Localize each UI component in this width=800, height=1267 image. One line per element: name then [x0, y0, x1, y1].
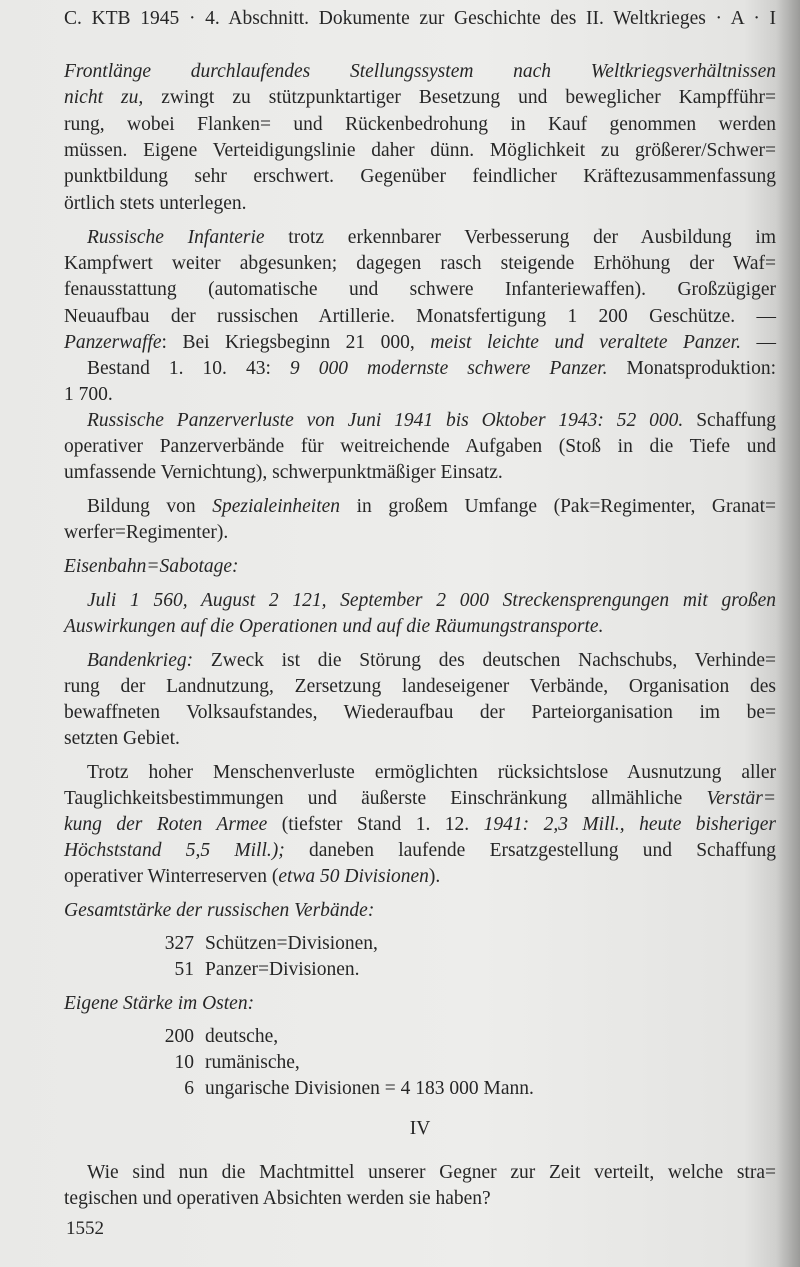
text-line [87, 649, 776, 673]
text-run: rung, wobei Flanken= und Rückenbedrohung in Kauf genommen werden [64, 114, 776, 135]
text-run: müssen. Eigene Verteidigungslinie daher dünn. Möglichkeit zu größerer/Schwer= [64, 140, 776, 161]
list-count: 6 [184, 1078, 194, 1099]
list-label: deutsche, [205, 1026, 279, 1047]
text-line [87, 589, 776, 613]
text-run: fenausstattung (automatische und schwere Infanteriewaffen). Großzügiger [64, 279, 776, 300]
list-count: 51 [174, 959, 194, 980]
list-label: Schützen=Divisionen, [205, 933, 378, 954]
italic-text: Auswirkungen auf die Operationen und auf die Räumungstransporte. [64, 616, 604, 637]
text-run: — [740, 332, 776, 353]
text-line [87, 357, 776, 381]
text-run: Neuaufbau der russischen Artillerie. Monatsfertigung 1 200 Geschütze. — [64, 306, 776, 327]
italic-text: Spezialeinheiten [212, 496, 341, 517]
italic-text: kung der Roten Armee [64, 814, 268, 835]
text-run: ). [428, 866, 441, 887]
italic-text: meist leichte und veraltete Panzer. [430, 332, 741, 353]
text-line [64, 192, 776, 216]
text-line [64, 252, 776, 276]
text-line [64, 839, 776, 863]
text-line [64, 278, 776, 302]
text-run: werfer=Regimenter). [64, 522, 229, 543]
running-header: C. KTB 1945 · 4. Abschnitt. Dokumente zur Geschichte des II. Weltkrieges · A · I [64, 8, 776, 29]
text-line [87, 495, 776, 519]
text-line [64, 139, 776, 163]
text-run: Zweck ist die Störung des deutschen Nachschubs, Verhinde= [193, 650, 776, 671]
text-line [64, 615, 776, 639]
text-run: punktbildung sehr erschwert. Gegenüber feindlicher Kräftezusammenfassung [64, 166, 776, 187]
text-line [87, 761, 776, 785]
italic-text: Panzerwaffe [64, 332, 162, 353]
text-line [87, 226, 776, 250]
text-run: 1 700. [64, 384, 113, 405]
italic-text: Eisenbahn=Sabotage: [64, 556, 239, 577]
italic-text: Frontlänge durchlaufendes Stellungssystem nach Weltkriegsverhältnissen [64, 61, 776, 82]
text-run: (tiefster Stand 1. 12. [267, 814, 484, 835]
italic-text: Russische Panzerverluste von Juni 1941 bis Oktober 1943: 52 000. [87, 410, 684, 431]
text-run: umfassende Vernichtung), schwerpunktmäßiger Einsatz. [64, 462, 503, 483]
text-run: örtlich stets unterlegen. [64, 193, 247, 214]
list-label: Panzer=Divisionen. [205, 959, 360, 980]
text-line [64, 865, 776, 889]
text-run: Bildung von [87, 496, 213, 517]
text-run: Trotz hoher Menschenverluste ermöglichten rücksichtslose Ausnutzung aller [87, 762, 776, 783]
italic-text: Eigene Stärke im Osten: [64, 993, 255, 1014]
text-run: tegischen und operativen Absichten werden sie haben? [64, 1188, 491, 1209]
italic-text: Verstär= [706, 788, 776, 809]
text-line [64, 60, 776, 84]
list-label: rumänische, [205, 1052, 300, 1073]
italic-text: 9 000 modernste schwere Panzer. [289, 358, 608, 379]
text-run: Monatsproduktion: [607, 358, 777, 379]
text-line [64, 461, 776, 485]
list-label: ungarische Divisionen = 4 183 000 Mann. [205, 1078, 534, 1099]
text-line [64, 435, 776, 459]
text-line [64, 1187, 776, 1211]
text-run: operativer Panzerverbände für weitreichende Aufgaben (Stoß in die Tiefe und [64, 436, 776, 457]
text-run: daneben laufende Ersatzgestellung und Schaffung [284, 840, 776, 861]
list-count: 327 [164, 933, 194, 954]
text-line [64, 86, 776, 110]
page-number: 1552 [66, 1218, 104, 1239]
text-line [87, 1161, 776, 1185]
italic-text: Höchststand 5,5 Mill.); [64, 840, 285, 861]
italic-text: nicht zu, [64, 87, 144, 108]
text-run: Bestand 1. 10. 43: [87, 358, 290, 379]
section-heading: IV [409, 1118, 431, 1139]
text-run: : Bei Kriegsbeginn 21 000, [161, 332, 431, 353]
text-line [64, 521, 776, 545]
text-line [64, 113, 776, 137]
text-run: trotz erkennbarer Verbesserung der Ausbildung im [264, 227, 776, 248]
text-line [64, 331, 776, 355]
text-line [64, 701, 776, 725]
list-count: 200 [164, 1026, 194, 1047]
text-line [87, 409, 776, 433]
text-run: setzten Gebiet. [64, 728, 180, 749]
italic-text: etwa 50 Divisionen [278, 866, 429, 887]
text-run: Schaffung [683, 410, 776, 431]
text-line [64, 675, 776, 699]
italic-text: Bandenkrieg: [87, 650, 194, 671]
italic-text: Juli 1 560, August 2 121, September 2 000 Streckensprengungen mit großen [87, 590, 776, 611]
text-run: in großem Umfange (Pak=Regimenter, Granat= [340, 496, 776, 517]
italic-text: Russische Infanterie [87, 227, 265, 248]
text-line [64, 305, 776, 329]
text-line [64, 383, 776, 407]
text-run: zwingt zu stützpunktartiger Besetzung und beweglicher Kampfführ= [143, 87, 776, 108]
text-run: operativer Winterreserven ( [64, 866, 279, 887]
text-line [64, 165, 776, 189]
text-line [64, 555, 776, 579]
text-run: rung der Landnutzung, Zersetzung landeseigener Verbände, Organisation des [64, 676, 776, 697]
text-line [64, 992, 776, 1016]
italic-text: 1941: 2,3 Mill., heute bisheriger [483, 814, 776, 835]
text-run: Kampfwert weiter abgesunken; dagegen rasch steigende Erhöhung der Waf= [64, 253, 776, 274]
list-count: 10 [174, 1052, 194, 1073]
text-line [64, 813, 776, 837]
text-run: Wie sind nun die Machtmittel unserer Gegner zur Zeit verteilt, welche stra= [87, 1162, 776, 1183]
text-run: bewaffneten Volksaufstandes, Wiederaufbau der Parteiorganisation im be= [64, 702, 776, 723]
italic-text: Gesamtstärke der russischen Verbände: [64, 900, 375, 921]
text-run: Tauglichkeitsbestimmungen und äußerste Einschränkung allmähliche [64, 788, 707, 809]
text-line [64, 787, 776, 811]
text-line [64, 899, 776, 923]
text-line [64, 727, 776, 751]
